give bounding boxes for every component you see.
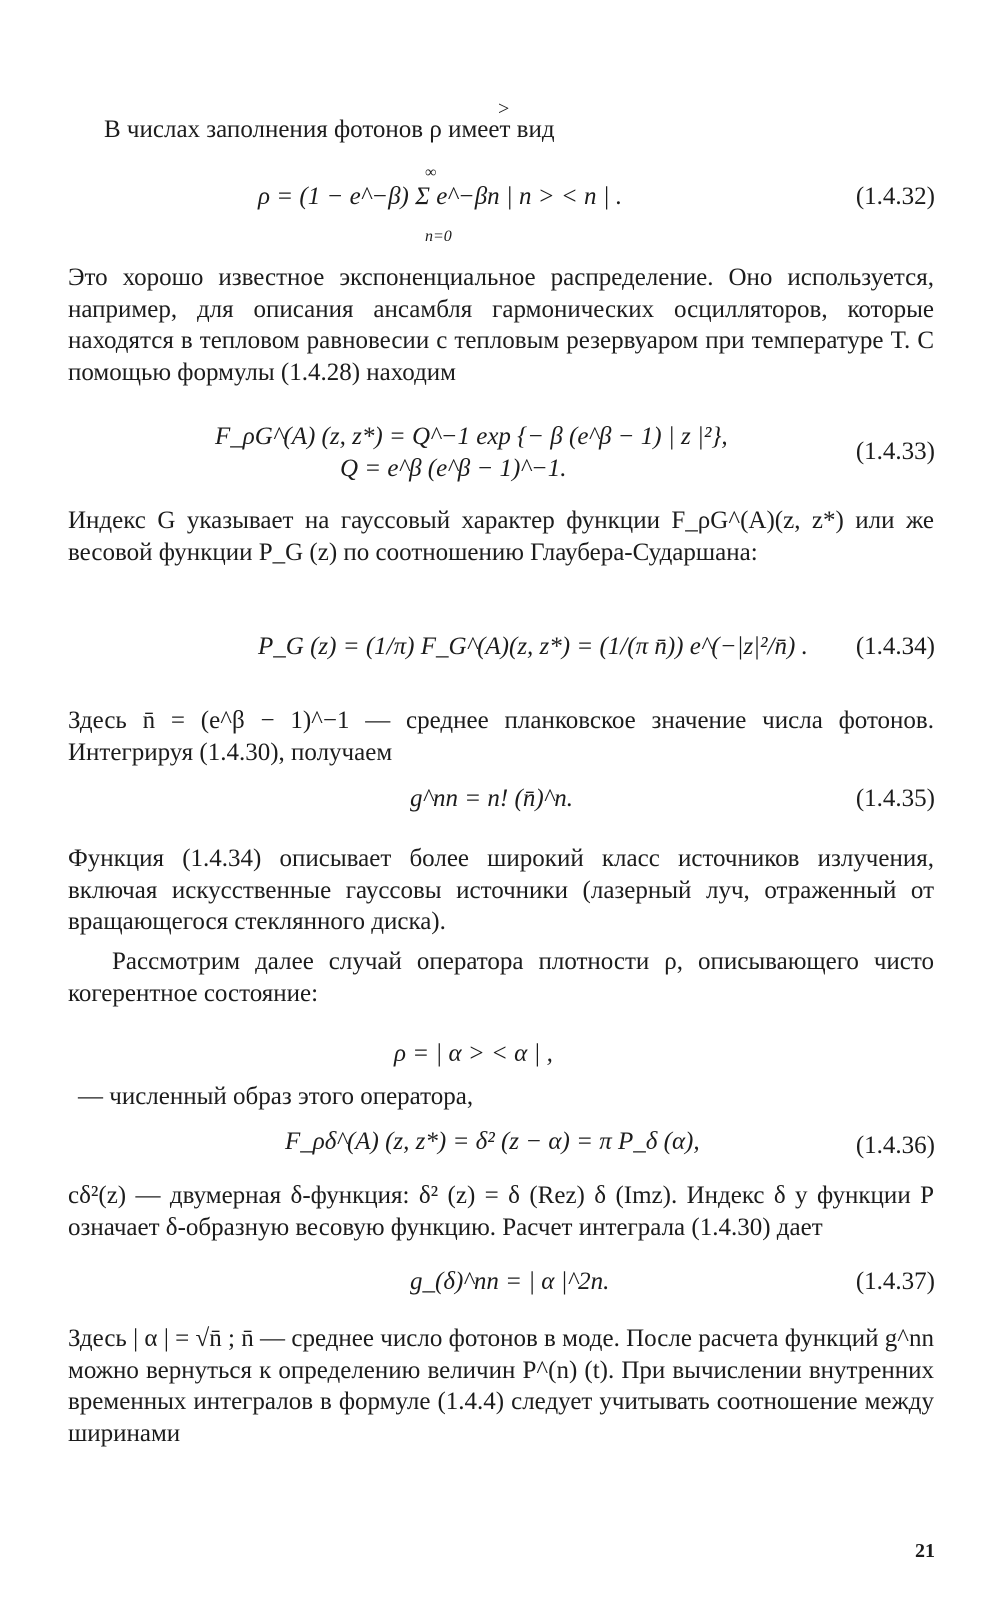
paragraph-function-description: Функция (1.4.34) описывает более широкий класс источников излучения, включая искусственные гауссовы источники (лазерный луч, отраженный от вращающегося стеклянного диска). xyxy=(68,845,934,935)
equation-1-4-36: F_ρδ^(A) (z, z*) = δ² (z − α) = π P_δ (α), xyxy=(285,1128,700,1155)
paragraph-delta-function: cδ²(z) — двумерная δ-функция: δ² (z) = δ (Rez) δ (Imz). Индекс δ у функции P означает δ-образную весовую функцию. Расчет интеграла (1.4.30) дает xyxy=(68,1182,934,1241)
equation-1-4-34: P_G (z) = (1/π) F_G^(A)(z, z*) = (1/(π n̄)) e^(−|z|²/n̄) . xyxy=(258,633,808,660)
intro-line: В числах заполнения фотонов ρ имеет вид xyxy=(104,116,555,143)
equation-number-1-4-32: (1.4.32) xyxy=(855,183,935,210)
equation-number-1-4-34: (1.4.34) xyxy=(855,633,935,660)
equation-number-1-4-36: (1.4.36) xyxy=(855,1132,935,1159)
equation-number-1-4-33: (1.4.33) xyxy=(855,438,935,465)
equation-number-1-4-37: (1.4.37) xyxy=(855,1268,935,1295)
paragraph-coherent-state: Рассмотрим далее случай оператора плотности ρ, описывающего чисто когерентное состояние: xyxy=(68,948,934,1007)
paragraph-gauss-index: Индекс G указывает на гауссовый характер функции F_ρG^(A)(z, z*) или же весовой функции P_G (z) по соотношению Глаубера-Сударшана: xyxy=(68,507,934,566)
sum-top-limit: ∞ xyxy=(425,164,437,181)
numeric-image-line: — численный образ этого оператора, xyxy=(78,1083,474,1110)
equation-1-4-37: g_(δ)^nn = | α |^2n. xyxy=(410,1268,610,1295)
equation-density-operator: ρ = | α > < α | , xyxy=(394,1040,553,1067)
equation-number-1-4-35: (1.4.35) xyxy=(855,785,935,812)
equation-1-4-33-line1: F_ρG^(A) (z, z*) = Q^−1 exp {− β (e^β − 1) | z |²}, xyxy=(215,423,728,450)
paragraph-planck-mean: Здесь n̄ = (e^β − 1)^−1 — среднее планковское значение числа фотонов. Интегрируя (1.4.30), получаем xyxy=(68,707,934,766)
equation-1-4-32: ρ = (1 − e^−β) Σ e^−βn | n > < n | . xyxy=(258,183,623,210)
equation-1-4-35: g^nn = n! (n̄)^n. xyxy=(410,785,573,812)
paragraph-exponential-distribution: Это хорошо известное экспоненциальное распределение. Оно используется, например, для описания ансамбля гармонических осцилляторов, которые находятся в тепловом равновесии с тепловым резервуаром при температуре T. С помощью формулы (1.4.28) находим xyxy=(68,264,934,386)
intro-mark: > xyxy=(498,98,510,120)
sum-bottom-limit: n=0 xyxy=(425,228,452,245)
page-number: 21 xyxy=(915,1540,935,1562)
paragraph-mean-photon-number: Здесь | α | = √n̄ ; n̄ — среднее число фотонов в моде. После расчета функций g^nn можно вернуться к определению величин P^(n) (t). При вычислении внутренних временных интегралов в формуле (1.4.4) следует учитывать соотношение между ширинами xyxy=(68,1325,934,1447)
equation-1-4-33-line2: Q = e^β (e^β − 1)^−1. xyxy=(340,455,567,482)
